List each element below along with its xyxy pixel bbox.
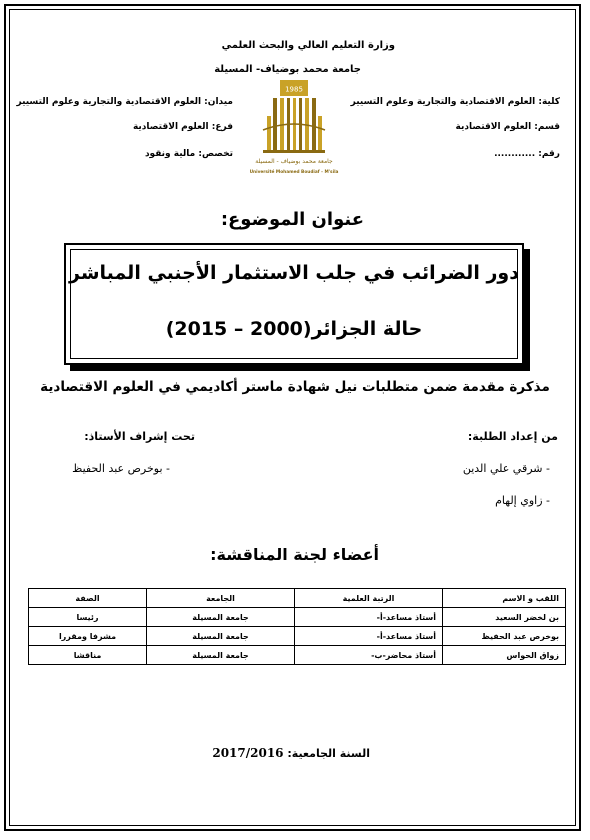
academic-year [212,746,370,760]
cell-university: جامعة المسيلة [147,608,295,627]
header-rank: الرتبة العلمية [295,589,443,608]
logo-year: 1985 [285,85,303,94]
cell-rank: أستاذ محاضر-ب- [295,646,443,665]
committee-table [28,588,566,665]
field-line: ميدان: العلوم الاقتصادية والتجارية وعلوم التسيير [16,97,233,107]
university-logo [243,78,345,180]
cell-role: مشرفا ومقررا [29,627,147,646]
memo-line: مذكرة مقدمة ضمن متطلبات نيل شهادة ماستر أكاديمي في العلوم الاقتصادية [40,379,550,395]
supervisor-name: - بوخرص عبد الحفيظ [72,462,170,475]
cell-role: رئيسا [29,608,147,627]
cell-name: بن لخضر السعيد [443,608,566,627]
student-name-2: - زاوي إلهام [495,494,550,507]
academic-year-value: 2017/2016 [212,746,284,760]
number-line: رقم: ............ [494,149,560,159]
table-row [29,646,566,665]
specialty-line: تخصص: مالية ونقود [144,149,233,159]
subject-label: عنوان الموضوع: [220,209,364,230]
cell-name: زواق الحواس [443,646,566,665]
logo-name-ar: جامعة محمد بوضياف - المسيلة [255,158,333,165]
cell-name: بوخرص عبد الحفيظ [443,627,566,646]
branch-line: فرع: العلوم الاقتصادية [132,122,233,132]
ministry-line: وزارة التعليم العالي والبحث العلمي [221,40,395,51]
header-role: الصفة [29,589,147,608]
department-line: قسم: العلوم الاقتصادية [455,122,560,132]
table-row [29,608,566,627]
university-line: جامعة محمد بوضياف- المسيلة [214,64,361,75]
header-name: اللقب و الاسم [443,589,566,608]
faculty-line: كلية: العلوم الاقتصادية والتجارية وعلوم التسيير [350,97,560,107]
thesis-title-line1: دور الضرائب في جلب الاستثمار الأجنبي المباشر [69,262,519,284]
cell-university: جامعة المسيلة [147,646,295,665]
cell-rank: أستاذ مساعد-أ- [295,627,443,646]
thesis-title-line2: حالة الجزائر(2000 – 2015) [165,318,423,340]
academic-year-label: السنة الجامعية: [287,747,370,760]
cell-university: جامعة المسيلة [147,627,295,646]
table-row [29,627,566,646]
committee-header-row [29,589,566,608]
students-label: من إعداد الطلبة: [467,430,558,443]
cell-rank: أستاذ مساعد-أ- [295,608,443,627]
student-name-1: - شرقي علي الدين [462,462,550,475]
header-university: الجامعة [147,589,295,608]
committee-title: أعضاء لجنة المناقشة: [210,545,379,564]
supervisor-label: تحت إشراف الأستاذ: [84,430,195,443]
cell-role: مناقشا [29,646,147,665]
logo-name-fr: Université Mohamed Boudiaf - M'sila [249,170,339,175]
